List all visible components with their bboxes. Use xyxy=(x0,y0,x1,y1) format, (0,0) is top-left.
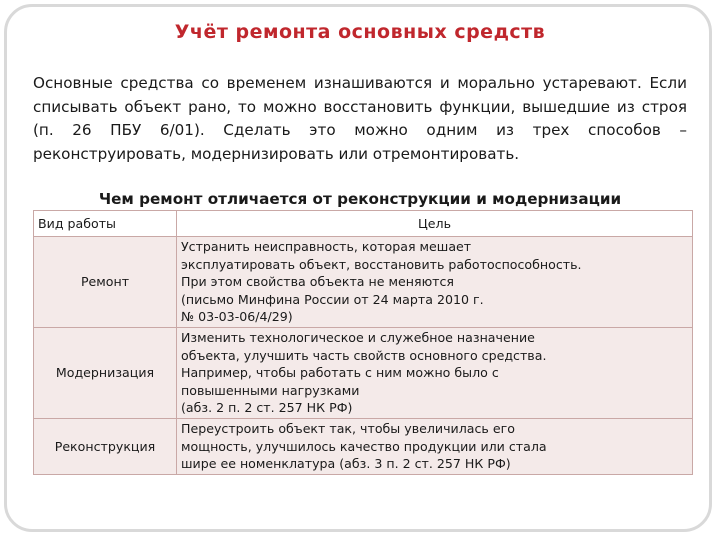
goal-line: Изменить технологическое и служебное назначение xyxy=(181,329,535,345)
goal-line: (письмо Минфина России от 24 марта 2010 г. xyxy=(181,291,484,307)
goal-line: (абз. 2 п. 2 ст. 257 НК РФ) xyxy=(181,400,353,416)
slide-title: Учёт ремонта основных средств xyxy=(174,21,546,43)
work-types-table xyxy=(33,210,693,475)
table-header-row xyxy=(34,211,693,237)
goal-line: мощность, улучшилось качество продукции или стала xyxy=(181,438,547,454)
goal-cell xyxy=(177,418,693,474)
goal-line: Устранить неисправность, которая мешает xyxy=(181,239,472,254)
header-goal: Цель xyxy=(177,211,693,237)
goal-line: шире ее номенклатура (абз. 3 п. 2 ст. 257 НК РФ) xyxy=(181,456,511,472)
goal-cell xyxy=(177,327,693,418)
work-type-cell: Модернизация xyxy=(34,327,177,418)
goal-line: Переустроить объект так, чтобы увеличилась его xyxy=(181,420,515,436)
goal-line: При этом свойства объекта не меняются xyxy=(181,274,455,290)
work-type-cell: Ремонт xyxy=(34,237,177,328)
table-row xyxy=(34,237,693,328)
goal-line: № 03-03-06/4/29) xyxy=(181,309,293,325)
goal-line: объекта, улучшить часть свойств основного средства. xyxy=(181,347,547,363)
goal-cell xyxy=(177,237,693,328)
goal-line: повышенными нагрузками xyxy=(181,382,360,398)
section-subheading: Чем ремонт отличается от реконструкции и модернизации xyxy=(98,190,622,208)
goal-line: Например, чтобы работать с ним можно было с xyxy=(181,365,499,381)
work-type-cell: Реконструкция xyxy=(34,418,177,474)
table-row xyxy=(34,418,693,474)
table-row xyxy=(34,327,693,418)
intro-paragraph: Основные средства со временем изнашиваются и морально устаревают. Если списывать объект рано, то можно восстановить функции, вышедшие из строя (п. 26 ПБУ 6/01). Сделать это можно одним из трех способов – реконструировать, модернизировать или отремонтировать. xyxy=(33,74,687,163)
header-work-type: Вид работы xyxy=(34,211,177,237)
goal-line: эксплуатировать объект, восстановить работоспособность. xyxy=(181,256,582,272)
